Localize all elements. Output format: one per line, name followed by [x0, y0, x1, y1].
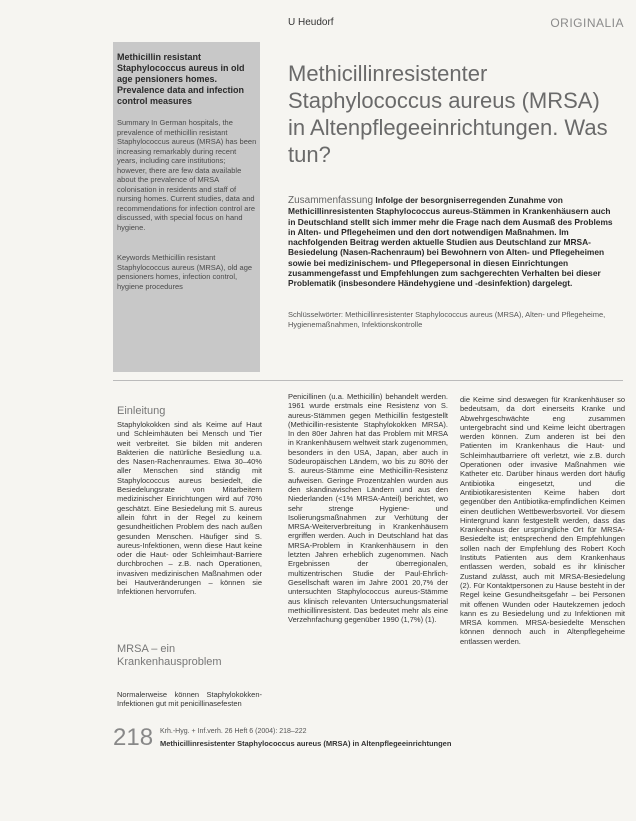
section-label: ORIGINALIA	[550, 16, 624, 30]
author-name: U Heudorf	[288, 17, 334, 28]
einleitung-heading: Einleitung	[117, 405, 166, 417]
english-keywords: Keywords Methicillin resistant Staphylococcus aureus (MRSA), old age pensioners homes, infection control, hygiene procedures	[117, 253, 253, 291]
english-summary: Summary In German hospitals, the prevalence of methicillin resistant Staphylococcus aureus (MRSA) has been increasing remarkably during recent years, including care institutions; however, there are few data available about the prevalence of MRSA colonisation in residents and staff of nursing homes. Current studies, data and recommendations for infection control are discussed, with special focus on hand hygiene.	[117, 118, 257, 232]
footer-citation: Krh.-Hyg. + Inf.verh. 26 Heft 6 (2004): 218–222	[160, 728, 307, 735]
page-number: 218	[113, 724, 154, 751]
column-3-text: die Keime sind deswegen für Krankenhäuser so bedeutsam, da dort einerseits Kranke und Abwehrgeschwächte eng zusammen untergebracht sind und Keime leicht übertragen werden können. Zum anderen ist bei den Patienten im Krankenhaus die Haut- und Schleimhautbarriere oft verletzt, wie z.B. durch Operationen oder invasive Maßnahmen wie Katheter etc. Darüber hinaus werden dort häufig Antibiotika eingesetzt, und die Antibiotikaresistenten Keime haben dort gegenüber den Antibiotika-empfindlichen Keimen einen deutlichen Wettbewerbsvorteil. Vor diesem Hintergrund kann festgestellt werden, dass das Krankenhaus der ursprüngliche Ort für MRSA-Besiedelte ist; entsprechend den Empfehlungen sollen nach der Empfehlung des Robert Koch Instituts Patienten aus dem Krankenhaus entlassen werden, sobald es ihr klinischer Zustand zulässt, auch mit MRSA-Besiedelung (2). Für Kontaktpersonen zu Hause besteht in der Regel keine Gesundheitsgefahr – bei Personen mit offenen Wunden oder Hautekzemen jedoch kann es zu Besiedelung und zu Infektionen mit MRSA kommen. MRSA-besiedelte Menschen können dennoch auch in Altenpflegeheime entlassen werden.	[460, 395, 625, 646]
column-1-text: Staphylokokken sind als Keime auf Haut und Schleimhäuten bei Mensch und Tier weit verbreitet. Sie bilden mit anderen Bakterien die natürliche Besiedlung u.a. des Nasen-Rachenraumes. Etwa 30–40% aller Menschen sind ständig mit Staphylococcus aureus besiedelt, die Besiedelungsrate von Mitarbeitern medizinischer Einrichtungen wird auf 70% geschätzt. Eine Besiedelung mit S. aureus allein führt in der Regel zu keinem gesundheitlichen Problem des nach außen gesunden Menschen. Häufiger sind S. aureus-Infektionen, wenn diese Haut keine oder die Haut- oder Schleimhaut-Barriere durchbrochen – z.B. nach Operationen, invasiven medizinischen Maßnahmen oder bei Hautveränderungen – können sie Infektionen hervorrufen.	[117, 420, 262, 597]
zusammenfassung-label: Zusammenfassung	[288, 195, 374, 206]
article-title: Methicillinresistenter Staphylococcus aureus (MRSA) in Altenpflegeeinrichtungen. Was tun?	[288, 61, 608, 167]
section-divider	[113, 380, 623, 381]
english-title: Methicillin resistant Staphylococcus aureus in old age pensioners homes. Prevalence data and infection control measures	[117, 52, 245, 106]
footer-running-title: Methicillinresistenter Staphylococcus aureus (MRSA) in Altenpflegeeinrichtungen	[160, 739, 452, 748]
column-2-text: Penicillinen (u.a. Methicillin) behandelt werden. 1961 wurde erstmals eine Resistenz von S. aureus-Stämmen gegen Methicillin festgestellt (Methicillin-resistente Staphylokokken MRSA). In den 80er Jahren hat das Problem mit MRSA in Krankenhäusern weltweit stark zugenommen, besonders in den USA, Japan, aber auch in Südeuropäischen Ländern, wo bis zu 80% der S. aureus-Stämme eine Methicillin-Resistenz aufweisen. Geringe Prozentzahlen wurden aus den skandinavischen Ländern und aus den Niederlanden (<1% MRSA-Anteil) berichtet, wo sehr strenge Hygiene- und Isolierungsmaßnahmen zur Verhütung der MRSA-Weiterverbreitung in Krankenhäusern ergriffen werden. Auch in Deutschland hat das MRSA-Problem in Krankenhäusern in den letzten Jahren erheblich zugenommen. Nach Ergebnissen der überregionalen, multizentrischen Studie der Paul-Ehrlich-Gesellschaft waren im Jahre 2001 20,7% der untersuchten Staphylococcus aureus-Stämme aus klinisch relevanten Untersuchungsmaterial methicillinresistent. Das bedeutet mehr als eine Verzehnfachung gegenüber 1990 (1,7%) (1).	[288, 392, 448, 625]
zusammenfassung-text: Infolge der besorgniserregenden Zunahme von Methicillinresistenten Staphylococcus aureus-Stämmen in Krankenhäusern auch in Deutschland stellt sich immer mehr die Frage nach dem Ausmaß des Problems in Alten- und Pflegeheimen und den dort notwendigen Maßnahmen. Im nachfolgenden Beitrag werden aktuelle Studien aus Deutschland zur MRSA-Besiedelung (Nasen-Rachenraum) bei Bewohnern von Alten- und Pflegeheimen sowie bei medizinischem- und Pflegepersonal in diesen Einrichtungen zusammengefasst und Empfehlungen zum sachgerechten Verhalten bei dieser Problematik (insbesondere Händehygiene und -desinfektion) dargelegt.	[288, 195, 613, 289]
schluesselwoerter: Schlüsselwörter: Methicillinresistenter Staphylococcus aureus (MRSA), Alten- und Pflegeheime, Hygienemaßnahmen, Infektionskontrolle	[288, 310, 606, 329]
column-1b-text: Normalerweise können Staphylokokken-Infektionen gut mit penicillinasefesten	[117, 690, 262, 709]
mrsa-heading: MRSA – ein Krankenhausproblem	[117, 643, 222, 668]
zusammenfassung	[288, 195, 620, 289]
